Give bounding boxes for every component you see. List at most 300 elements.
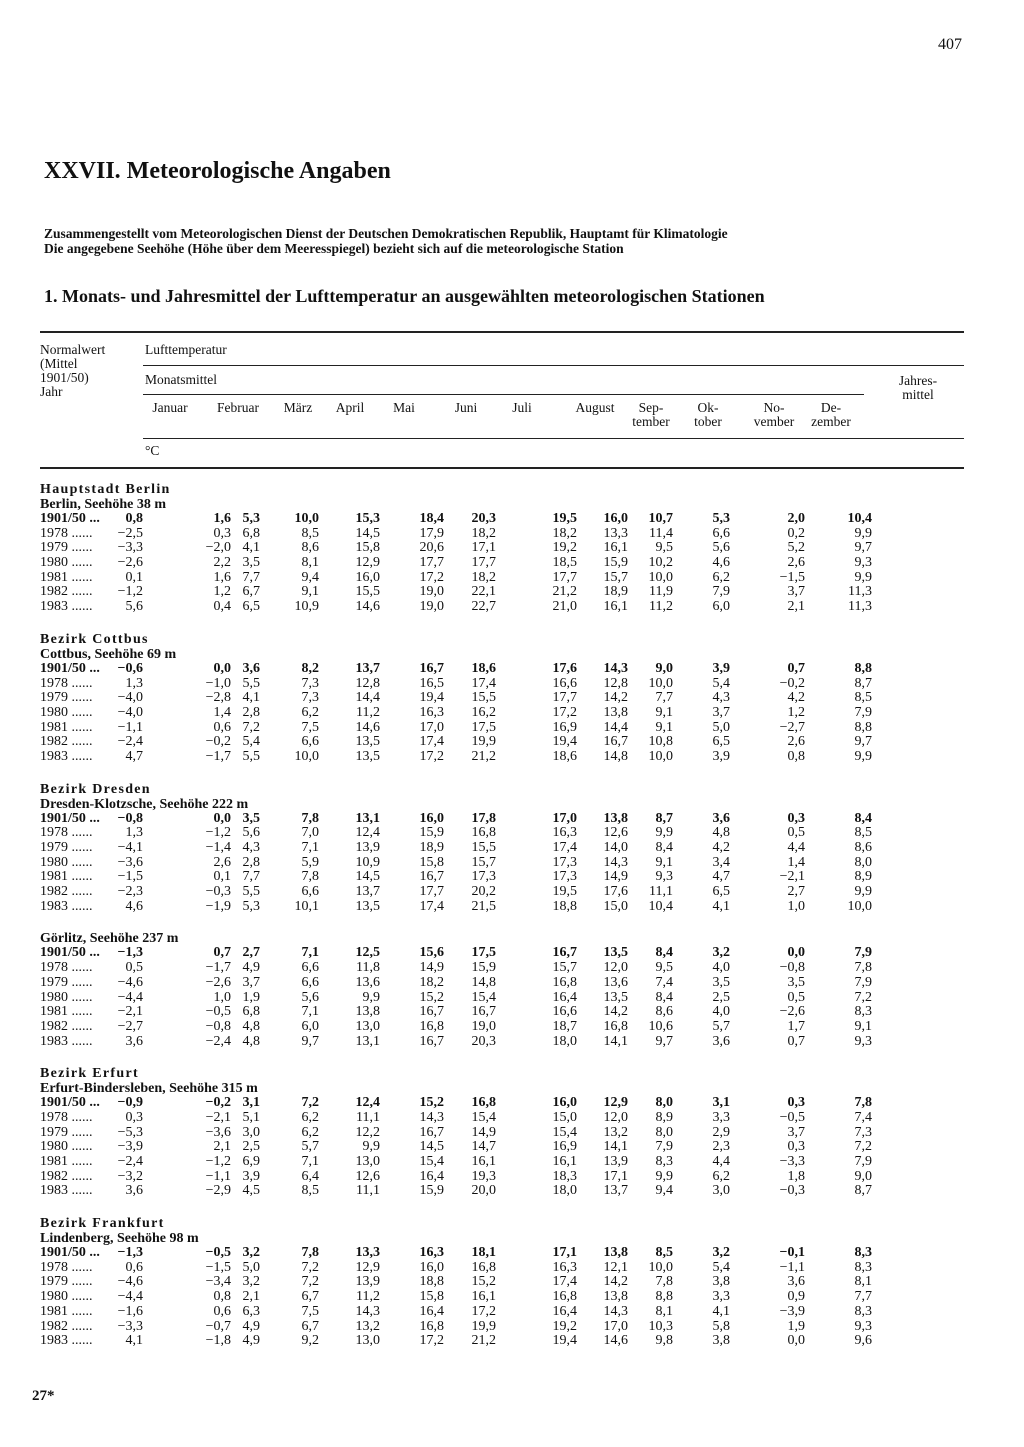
year-label: 1979 ......	[40, 1274, 93, 1290]
month-value-cell: 0,0	[213, 810, 231, 826]
month-value-cell: 17,6	[552, 660, 577, 676]
month-value-cell: 6,6	[712, 525, 730, 541]
table-row	[40, 1334, 964, 1349]
month-value-cell: 6,5	[242, 599, 260, 615]
month-value-cell: 12,4	[355, 1095, 380, 1111]
month-value-cell: 3,5	[787, 974, 805, 990]
month-value-cell: 15,3	[355, 511, 380, 526]
year-label: 1980 ......	[40, 704, 93, 720]
month-value-cell: 5,3	[242, 511, 260, 526]
year-label: 1901/50 ...	[40, 810, 100, 826]
month-value-cell: 7,7	[242, 869, 260, 885]
month-value-cell: 9,9	[655, 1168, 673, 1184]
month-value-cell: 3,6	[787, 1274, 805, 1290]
month-value-cell: 14,3	[419, 1109, 444, 1125]
month-value-cell: 17,1	[552, 1245, 577, 1261]
month-value-cell: 3,2	[712, 1245, 730, 1261]
month-value-cell: 11,1	[649, 884, 673, 900]
month-value-cell: 7,1	[301, 840, 319, 855]
month-value-cell: 4,1	[712, 898, 730, 914]
year-label: 1981 ......	[40, 869, 93, 885]
table-row	[40, 1155, 964, 1170]
month-value-cell: 5,6	[301, 989, 319, 1005]
month-value-cell: 14,2	[603, 1274, 628, 1290]
month-header: Januar	[152, 400, 188, 415]
month-value-cell: 6,3	[242, 1303, 260, 1319]
month-value-cell: 9,1	[655, 854, 673, 870]
month-value-cell: 10,8	[648, 734, 673, 750]
month-value-cell: 9,4	[301, 569, 319, 585]
subgroup-rule	[143, 394, 864, 395]
month-value-cell: 0,1	[125, 569, 143, 585]
annual-mean-cell: 7,2	[854, 1139, 872, 1155]
year-label: 1983 ......	[40, 1033, 93, 1049]
table-row	[40, 1140, 964, 1155]
month-value-cell: 18,0	[552, 1183, 577, 1199]
month-value-cell: 15,4	[471, 989, 496, 1005]
month-value-cell: 0,0	[213, 660, 231, 676]
month-value-cell: −2,9	[205, 1183, 231, 1199]
station-heading: Berlin, Seehöhe 38 m	[40, 497, 166, 512]
month-value-cell: 13,2	[603, 1124, 628, 1140]
annual-mean-cell: 8,3	[854, 1259, 872, 1275]
station-heading: Erfurt-Bindersleben, Seehöhe 315 m	[40, 1081, 258, 1097]
month-value-cell: 15,9	[419, 825, 444, 841]
month-value-cell: 4,0	[712, 960, 730, 976]
month-value-cell: −1,6	[117, 1303, 143, 1319]
month-value-cell: 22,7	[471, 599, 496, 615]
month-value-cell: 1,2	[787, 704, 805, 720]
group-header-lufttemperatur: Lufttemperatur	[145, 342, 227, 357]
month-value-cell: 6,2	[301, 704, 319, 720]
month-value-cell: 15,5	[355, 584, 380, 600]
month-value-cell: 9,7	[655, 1033, 673, 1049]
month-value-cell: 7,8	[301, 869, 319, 885]
year-label: 1978 ......	[40, 960, 93, 976]
month-value-cell: 13,8	[603, 1289, 628, 1305]
month-value-cell: 16,6	[552, 675, 577, 691]
month-value-cell: 16,4	[552, 989, 577, 1005]
table-row	[40, 826, 964, 841]
annual-mean-cell: 9,1	[854, 1018, 872, 1034]
year-label: 1979 ......	[40, 690, 93, 706]
month-value-cell: 19,0	[419, 584, 444, 600]
month-value-cell: 5,6	[125, 599, 143, 615]
year-label: 1901/50 ...	[40, 1095, 100, 1111]
month-value-cell: 10,3	[648, 1318, 673, 1334]
month-value-cell: 7,3	[301, 675, 319, 691]
annual-mean-cell: 11,3	[848, 599, 872, 615]
annual-mean-cell: 8,5	[854, 825, 872, 841]
table-row	[40, 812, 964, 827]
month-value-cell: −1,7	[205, 748, 231, 764]
month-value-cell: 18,0	[552, 1033, 577, 1049]
month-value-cell: 16,9	[552, 719, 577, 735]
month-value-cell: 1,9	[787, 1318, 805, 1334]
annual-mean-cell: 7,8	[854, 1095, 872, 1111]
month-value-cell: 13,1	[355, 810, 380, 826]
month-value-cell: 8,3	[655, 1154, 673, 1169]
station-block	[40, 482, 964, 615]
month-value-cell: 9,2	[301, 1333, 319, 1349]
month-value-cell: 12,5	[355, 945, 380, 961]
month-value-cell: 2,3	[712, 1139, 730, 1155]
month-value-cell: 7,8	[655, 1274, 673, 1290]
month-value-cell: 9,9	[362, 989, 380, 1005]
month-value-cell: 9,4	[655, 1183, 673, 1199]
month-value-cell: 17,8	[471, 810, 496, 826]
month-value-cell: 15,6	[419, 945, 444, 961]
month-value-cell: 2,6	[213, 854, 231, 870]
month-value-cell: 20,3	[471, 511, 496, 526]
month-value-cell: 6,7	[301, 1289, 319, 1305]
month-value-cell: 5,4	[712, 1259, 730, 1275]
month-value-cell: 0,9	[787, 1289, 805, 1305]
month-value-cell: −1,3	[117, 1245, 143, 1261]
month-value-cell: −1,1	[205, 1168, 231, 1184]
month-value-cell: 14,3	[355, 1303, 380, 1319]
month-value-cell: 16,1	[603, 540, 628, 556]
month-value-cell: 12,9	[603, 1095, 628, 1111]
month-value-cell: 5,2	[787, 540, 805, 556]
month-value-cell: 12,2	[355, 1124, 380, 1140]
page-number: 407	[938, 36, 962, 53]
month-value-cell: −1,2	[205, 825, 231, 841]
month-value-cell: −4,6	[117, 974, 143, 990]
table-row	[40, 677, 964, 692]
month-value-cell: 16,6	[552, 1004, 577, 1020]
month-value-cell: 0,6	[125, 1259, 143, 1275]
year-label: 1983 ......	[40, 599, 93, 615]
month-value-cell: 3,8	[712, 1274, 730, 1290]
month-value-cell: −2,1	[117, 1004, 143, 1020]
month-value-cell: 13,7	[603, 1183, 628, 1199]
month-value-cell: 17,5	[471, 945, 496, 961]
month-value-cell: 10,0	[648, 1259, 673, 1275]
table-row	[40, 571, 964, 586]
month-value-cell: 7,8	[301, 1245, 319, 1261]
month-value-cell: 7,8	[301, 810, 319, 826]
month-value-cell: 15,9	[603, 555, 628, 571]
month-value-cell: 3,6	[125, 1183, 143, 1199]
month-value-cell: −0,9	[117, 1095, 143, 1111]
month-value-cell: 5,5	[242, 675, 260, 691]
month-value-cell: 2,1	[787, 599, 805, 615]
table-row	[40, 1261, 964, 1276]
month-value-cell: 14,9	[471, 1124, 496, 1140]
month-value-cell: 14,6	[355, 599, 380, 615]
month-value-cell: 5,3	[712, 511, 730, 526]
month-value-cell: 15,7	[552, 960, 577, 976]
month-value-cell: 9,8	[655, 1333, 673, 1349]
month-value-cell: 3,7	[712, 704, 730, 720]
month-value-cell: 21,5	[471, 898, 496, 914]
month-value-cell: 4,2	[712, 840, 730, 855]
month-value-cell: 16,1	[603, 599, 628, 615]
month-value-cell: −3,9	[779, 1303, 805, 1319]
month-value-cell: 16,7	[471, 1004, 496, 1020]
month-value-cell: 14,5	[355, 525, 380, 541]
month-value-cell: 2,8	[242, 704, 260, 720]
month-value-cell: 4,2	[787, 690, 805, 706]
month-value-cell: 6,2	[301, 1109, 319, 1125]
month-value-cell: 14,1	[603, 1139, 628, 1155]
month-value-cell: 3,2	[242, 1245, 260, 1261]
annual-mean-cell: 9,3	[854, 1033, 872, 1049]
month-value-cell: 6,6	[301, 960, 319, 976]
month-value-cell: 4,5	[242, 1183, 260, 1199]
year-label: 1978 ......	[40, 1259, 93, 1275]
station-block	[40, 931, 964, 1049]
month-value-cell: 15,2	[419, 1095, 444, 1111]
month-value-cell: −4,1	[117, 840, 143, 855]
month-value-cell: 10,0	[648, 675, 673, 691]
month-value-cell: 3,9	[712, 748, 730, 764]
month-value-cell: 14,2	[603, 690, 628, 706]
table-row	[40, 841, 964, 856]
month-value-cell: 8,8	[655, 1289, 673, 1305]
month-value-cell: 16,8	[419, 1018, 444, 1034]
table-row	[40, 1246, 964, 1261]
annual-mean-cell: 8,8	[854, 719, 872, 735]
month-value-cell: 16,7	[419, 1004, 444, 1020]
month-value-cell: 9,9	[362, 1139, 380, 1155]
month-value-cell: 13,7	[355, 884, 380, 900]
month-value-cell: 9,3	[655, 869, 673, 885]
month-value-cell: 13,5	[603, 989, 628, 1005]
month-value-cell: 4,6	[712, 555, 730, 571]
month-value-cell: 10,1	[294, 898, 319, 914]
annual-mean-cell: 8,4	[854, 810, 872, 826]
month-value-cell: 9,5	[655, 540, 673, 556]
month-value-cell: 9,1	[301, 584, 319, 600]
year-label: 1979 ......	[40, 840, 93, 855]
annual-mean-cell: 7,9	[854, 1154, 872, 1169]
month-value-cell: 0,5	[787, 825, 805, 841]
month-value-cell: 17,4	[552, 1274, 577, 1290]
header-bottom-rule	[40, 467, 964, 469]
month-header: Juli	[512, 400, 532, 415]
month-value-cell: 7,4	[655, 974, 673, 990]
month-value-cell: −4,4	[117, 989, 143, 1005]
table-row	[40, 961, 964, 976]
month-value-cell: 13,5	[355, 748, 380, 764]
annual-mean-cell: 9,3	[854, 555, 872, 571]
month-header: April	[335, 400, 365, 415]
month-value-cell: 11,2	[356, 704, 380, 720]
month-value-cell: 16,0	[552, 1095, 577, 1111]
month-value-cell: −1,0	[205, 675, 231, 691]
table-top-rule	[40, 331, 964, 333]
month-value-cell: 16,1	[552, 1154, 577, 1169]
month-value-cell: 5,9	[301, 854, 319, 870]
month-value-cell: 15,4	[552, 1124, 577, 1140]
month-value-cell: −0,3	[779, 1183, 805, 1199]
month-value-cell: 16,8	[552, 974, 577, 990]
month-value-cell: 19,4	[552, 734, 577, 750]
table-row	[40, 750, 964, 765]
month-value-cell: 4,1	[125, 1333, 143, 1349]
month-value-cell: 2,5	[712, 989, 730, 1005]
month-value-cell: 2,7	[242, 945, 260, 961]
month-value-cell: 12,6	[355, 1168, 380, 1184]
month-value-cell: 10,0	[648, 569, 673, 585]
month-value-cell: −1,3	[117, 945, 143, 961]
month-value-cell: 20,0	[471, 1183, 496, 1199]
month-header: August	[575, 400, 615, 415]
month-value-cell: 14,2	[603, 1004, 628, 1020]
month-value-cell: −2,1	[779, 869, 805, 885]
month-value-cell: 3,7	[787, 1124, 805, 1140]
month-value-cell: 3,0	[242, 1124, 260, 1140]
month-value-cell: 22,1	[471, 584, 496, 600]
month-value-cell: −0,6	[117, 660, 143, 676]
annual-mean-cell: 8,3	[854, 1004, 872, 1020]
month-value-cell: 17,3	[552, 854, 577, 870]
month-value-cell: 7,1	[301, 1004, 319, 1020]
month-value-cell: 18,9	[603, 584, 628, 600]
month-value-cell: 16,9	[552, 1139, 577, 1155]
month-value-cell: 16,4	[419, 1168, 444, 1184]
month-value-cell: 7,2	[301, 1095, 319, 1111]
table-row	[40, 721, 964, 736]
chapter-title: XXVII. Meteorologische Angaben	[44, 158, 391, 184]
month-value-cell: 7,9	[712, 584, 730, 600]
month-value-cell: 16,0	[355, 569, 380, 585]
month-value-cell: 10,4	[648, 898, 673, 914]
month-value-cell: −4,0	[117, 690, 143, 706]
month-value-cell: 7,2	[301, 1259, 319, 1275]
month-value-cell: 1,6	[213, 569, 231, 585]
month-value-cell: 6,2	[301, 1124, 319, 1140]
month-value-cell: −1,8	[205, 1333, 231, 1349]
table-row	[40, 1020, 964, 1035]
month-value-cell: 6,7	[242, 584, 260, 600]
month-value-cell: 2,8	[242, 854, 260, 870]
annual-mean-cell: 9,9	[854, 525, 872, 541]
month-value-cell: 3,2	[242, 1274, 260, 1290]
month-value-cell: 19,5	[552, 884, 577, 900]
month-value-cell: −1,5	[779, 569, 805, 585]
table-row	[40, 706, 964, 721]
month-value-cell: 3,5	[712, 974, 730, 990]
month-value-cell: 11,1	[356, 1109, 380, 1125]
annual-mean-cell: 7,3	[854, 1124, 872, 1140]
month-value-cell: 20,3	[471, 1033, 496, 1049]
month-value-cell: 16,7	[603, 734, 628, 750]
month-value-cell: −1,5	[117, 869, 143, 885]
month-value-cell: 1,0	[213, 989, 231, 1005]
month-value-cell: 11,2	[649, 599, 673, 615]
month-value-cell: 10,2	[648, 555, 673, 571]
month-value-cell: 13,1	[355, 1033, 380, 1049]
month-value-cell: 19,4	[552, 1333, 577, 1349]
month-value-cell: 17,1	[471, 540, 496, 556]
month-value-cell: 1,4	[787, 854, 805, 870]
station-heading: Cottbus, Seehöhe 69 m	[40, 646, 177, 662]
month-value-cell: −0,2	[205, 1095, 231, 1111]
annual-mean-cell: 8,9	[854, 869, 872, 885]
month-value-cell: 0,2	[787, 525, 805, 541]
table-row	[40, 541, 964, 556]
month-value-cell: 6,2	[712, 569, 730, 585]
month-value-cell: −1,5	[205, 1259, 231, 1275]
month-value-cell: 8,5	[301, 525, 319, 541]
month-value-cell: 5,1	[242, 1109, 260, 1125]
month-value-cell: −2,3	[117, 884, 143, 900]
month-value-cell: 16,8	[471, 825, 496, 841]
annual-mean-cell: 7,7	[854, 1289, 872, 1305]
month-value-cell: −0,2	[779, 675, 805, 691]
month-value-cell: 17,7	[471, 555, 496, 571]
month-value-cell: 13,6	[355, 974, 380, 990]
month-value-cell: 17,5	[471, 719, 496, 735]
table-row	[40, 1305, 964, 1320]
month-value-cell: 18,5	[552, 555, 577, 571]
month-value-cell: 0,5	[787, 989, 805, 1005]
month-value-cell: 3,6	[125, 1033, 143, 1049]
month-value-cell: 16,5	[419, 675, 444, 691]
table-row	[40, 600, 964, 615]
year-label: 1979 ......	[40, 974, 93, 990]
month-value-cell: 16,3	[419, 1245, 444, 1261]
month-value-cell: 1,3	[125, 675, 143, 691]
month-value-cell: 19,3	[471, 1168, 496, 1184]
year-label: 1978 ......	[40, 825, 93, 841]
month-value-cell: 13,3	[355, 1245, 380, 1261]
month-value-cell: 13,6	[603, 974, 628, 990]
year-label: 1982 ......	[40, 734, 93, 750]
year-label: 1979 ......	[40, 1124, 93, 1140]
table-row	[40, 556, 964, 571]
table-row	[40, 885, 964, 900]
month-value-cell: 0,4	[213, 599, 231, 615]
year-label: 1980 ......	[40, 854, 93, 870]
month-value-cell: 16,8	[552, 1289, 577, 1305]
month-value-cell: 6,5	[712, 734, 730, 750]
month-value-cell: 17,4	[419, 898, 444, 914]
month-value-cell: 16,4	[552, 1303, 577, 1319]
month-value-cell: 8,4	[655, 945, 673, 961]
month-value-cell: 16,4	[419, 1303, 444, 1319]
year-label: 1983 ......	[40, 748, 93, 764]
month-value-cell: 3,4	[712, 854, 730, 870]
month-value-cell: 0,5	[125, 960, 143, 976]
month-value-cell: 3,3	[712, 1289, 730, 1305]
year-label: 1982 ......	[40, 884, 93, 900]
month-value-cell: 7,2	[242, 719, 260, 735]
bezirk-heading: Bezirk Cottbus	[40, 631, 149, 647]
bezirk-heading: Bezirk Dresden	[40, 781, 151, 797]
year-label: 1978 ......	[40, 525, 93, 541]
month-value-cell: 2,9	[712, 1124, 730, 1140]
month-value-cell: 12,4	[355, 825, 380, 841]
month-value-cell: 12,1	[603, 1259, 628, 1275]
year-label: 1982 ......	[40, 1318, 93, 1334]
month-value-cell: 3,7	[787, 584, 805, 600]
year-label: 1978 ......	[40, 675, 93, 691]
month-value-cell: 12,9	[355, 1259, 380, 1275]
month-value-cell: 3,8	[712, 1333, 730, 1349]
month-header: No- vember	[753, 400, 795, 429]
table-row	[40, 1111, 964, 1126]
month-value-cell: 18,2	[552, 525, 577, 541]
month-value-cell: 8,4	[655, 840, 673, 855]
month-value-cell: 1,4	[213, 704, 231, 720]
footer-mark: 27*	[32, 1388, 55, 1404]
month-value-cell: −4,0	[117, 704, 143, 720]
year-label: 1981 ......	[40, 1154, 93, 1169]
